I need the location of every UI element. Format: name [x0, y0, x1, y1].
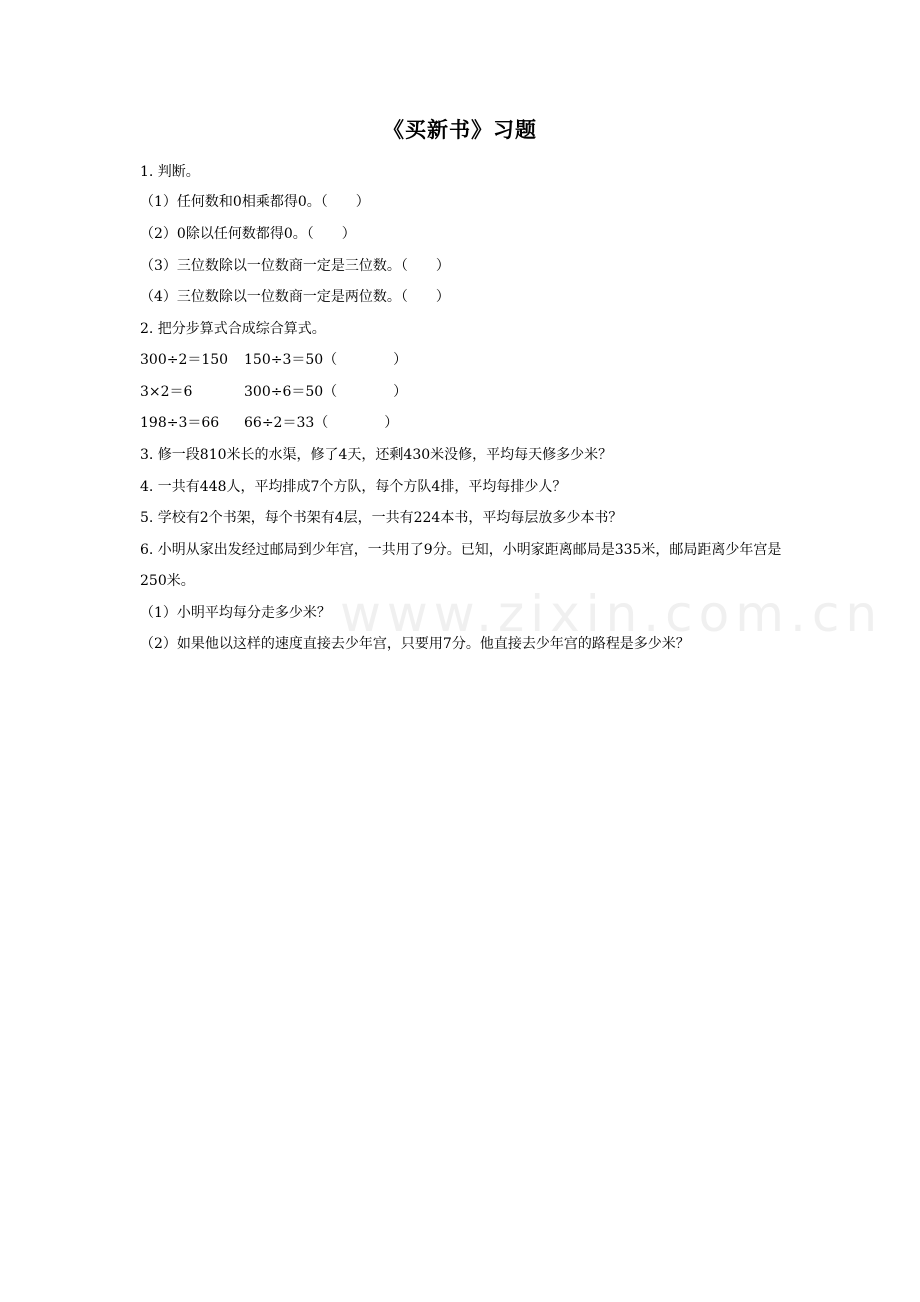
watermark: www.zixin.com.cn: [340, 585, 884, 643]
question-6-text: 6. 小明从家出发经过邮局到少年宫，一共用了9分。已知，小明家距离邮局是335米，邮局距离少年宫是250米。: [140, 542, 782, 589]
question-6-item-1: （1）小明平均每分走多少米？: [140, 605, 331, 621]
question-2-row-1-step-1: 300÷2＝150: [140, 352, 229, 368]
question-4: 4. 一共有448人，平均排成7个方队，每个方队4排，平均每排少人？: [140, 479, 567, 495]
question-1-item-2: （2）0除以任何数都得0。（ ）: [140, 226, 356, 242]
question-6-item-2: （2）如果他以这样的速度直接去少年宫，只要用7分。他直接去少年宫的路程是多少米？: [140, 636, 690, 652]
question-2-heading: 2. 把分步算式合成综合算式。: [140, 321, 326, 337]
question-1-item-4: （4）三位数除以一位数商一定是两位数。（ ）: [140, 289, 450, 305]
question-5: 5. 学校有2个书架，每个书架有4层，一共有224本书，平均每层放多少本书？: [140, 510, 623, 526]
question-1-item-1: （1）任何数和0相乘都得0。（ ）: [140, 194, 370, 210]
page-title: 《买新书》习题: [383, 117, 537, 142]
question-1-heading: 1. 判断。: [140, 164, 200, 180]
question-2-row-2-step-2: 300÷6＝50（ ）: [244, 384, 408, 400]
question-2-row-2-step-1: 3×2＝6: [140, 384, 193, 400]
question-3: 3. 修一段810米长的水渠，修了4天，还剩430米没修，平均每天修多少米？: [140, 447, 613, 463]
question-2-row-3-step-1: 198÷3＝66: [140, 415, 220, 431]
question-2-row-1-step-2: 150÷3＝50（ ）: [244, 352, 408, 368]
question-2-row-3-step-2: 66÷2＝33（ ）: [244, 415, 399, 431]
question-1-item-3: （3）三位数除以一位数商一定是三位数。（ ）: [140, 258, 450, 274]
